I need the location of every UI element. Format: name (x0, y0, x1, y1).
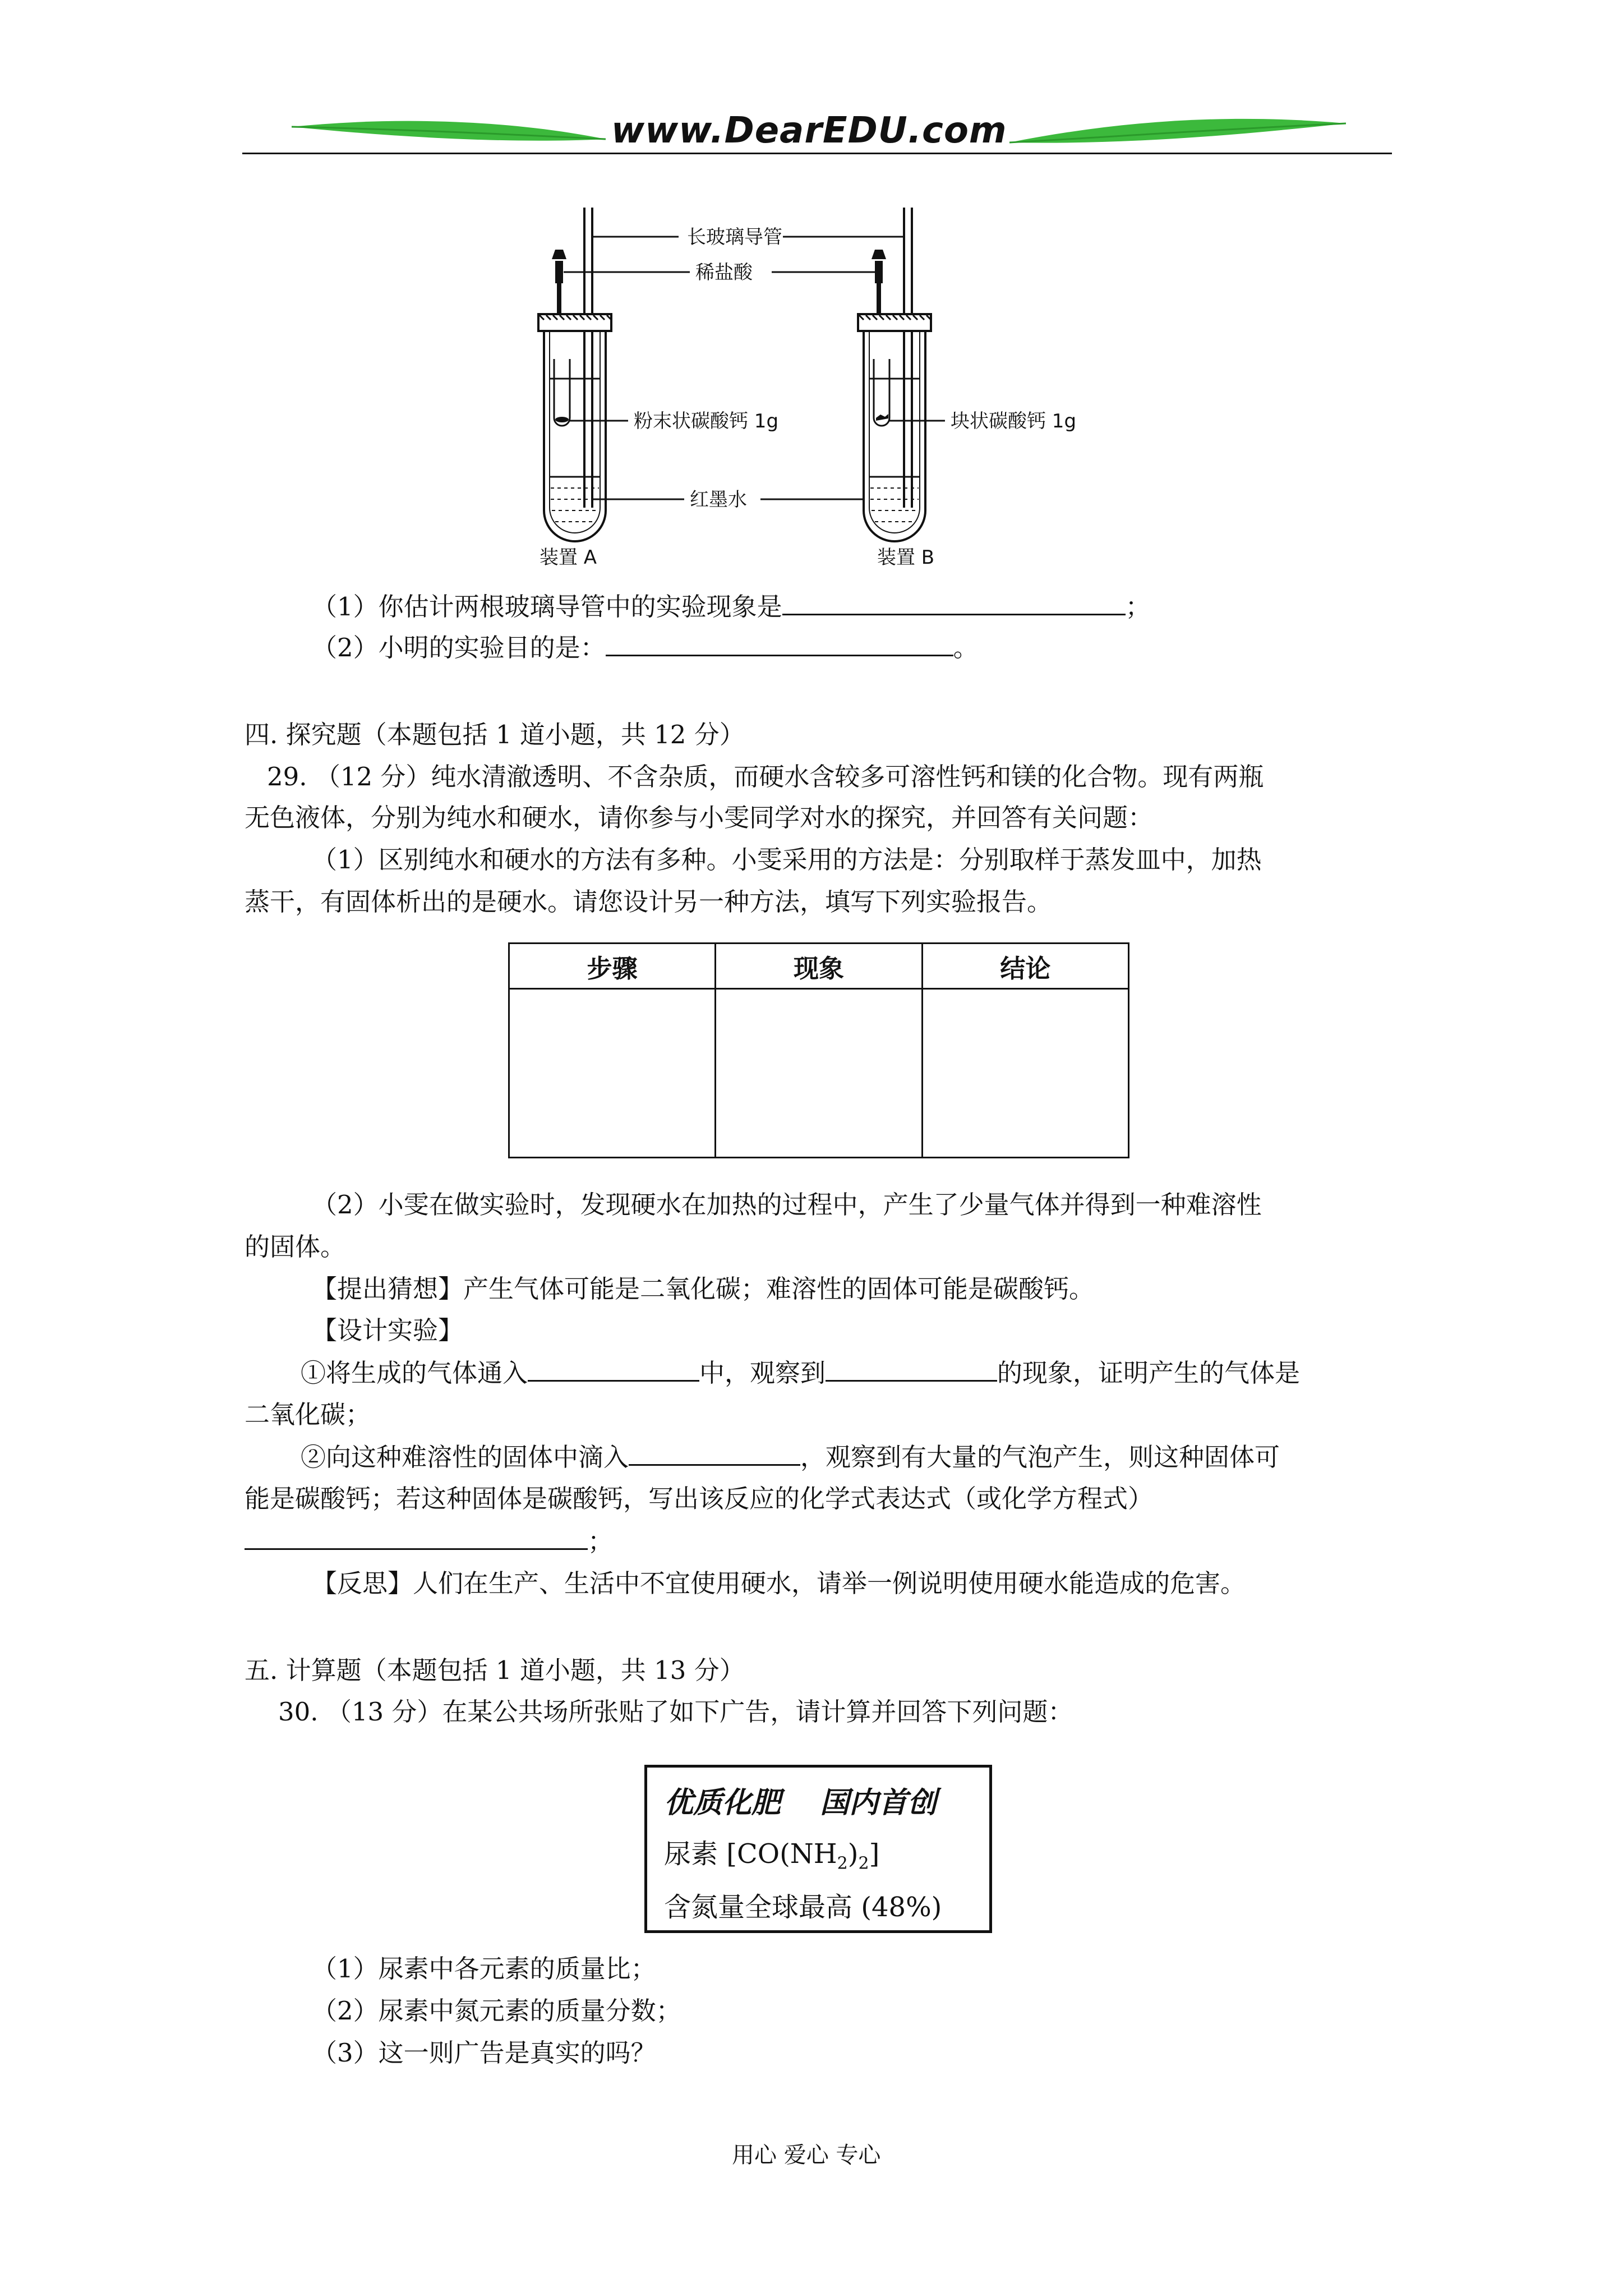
header-step: 步骤 (509, 944, 716, 989)
q29-p1-line1: （1）区别纯水和硬水的方法有多种。小雯采用的方法是：分别取样于蒸发皿中，加热 (312, 845, 1262, 875)
step1-blank1[interactable] (528, 1356, 699, 1382)
q29-line2: 无色液体，分别为纯水和硬水，请你参与小雯同学对水的探究，并回答有关问题： (245, 803, 1154, 832)
step2-line2: 能是碳酸钙；若这种固体是碳酸钙，写出该反应的化学式表达式（或化学方程式） (245, 1484, 1154, 1513)
cell-step[interactable] (509, 989, 716, 1158)
header-conclusion: 结论 (922, 944, 1128, 989)
q29-line1: 29. （12 分）纯水清澈透明、不含杂质，而硬水含较多可溶性钙和镁的化合物。现有两瓶 (267, 762, 1264, 792)
reflect: 【反思】人们在生产、生活中不宜使用硬水，请举一例说明使用硬水能造成的危害。 (312, 1568, 1246, 1598)
label-long-tube: 长玻璃导管 (687, 226, 782, 249)
step1-blank2[interactable] (826, 1356, 997, 1382)
q30-sub3: （3）这一则广告是真实的吗？ (312, 2038, 656, 2068)
step2-blank[interactable] (629, 1441, 800, 1466)
q29-p2-line2: 的固体。 (245, 1232, 346, 1262)
device-a (538, 208, 611, 541)
ad-claim: 含氮量全球最高 (48%) (664, 1892, 942, 1923)
equation-blank[interactable] (245, 1525, 588, 1550)
apparatus-diagram (505, 196, 1178, 578)
leader-lines (564, 237, 945, 499)
label-ink: 红墨水 (690, 489, 747, 511)
report-table-row (509, 989, 1129, 1158)
design: 【设计实验】 (312, 1315, 464, 1345)
q28-sub1-blank[interactable] (782, 590, 1126, 615)
guess: 【提出猜想】产生气体可能是二氧化碳；难溶性的固体可能是碳酸钙。 (312, 1274, 1095, 1304)
step2-line3: ； (245, 1525, 613, 1558)
device-b (858, 208, 931, 541)
q29-p1-line2: 蒸干，有固体析出的是硬水。请您设计另一种方法，填写下列实验报告。 (245, 887, 1053, 917)
ad-title: 优质化肥 国内首创 (664, 1786, 937, 1820)
step1-line2: 二氧化碳； (245, 1400, 371, 1429)
section4-heading: 四. 探究题（本题包括 1 道小题，共 12 分） (245, 720, 745, 749)
logo-text: www.DearEDU.com (611, 110, 1007, 151)
q30: 30. （13 分）在某公共场所张贴了如下广告，请计算并回答下列问题： (278, 1697, 1073, 1727)
footer-text: 用心 爱心 专心 (732, 2142, 881, 2168)
header-rule (242, 153, 1392, 154)
label-block: 块状碳酸钙 1g (951, 410, 1077, 432)
q29-p2-line1: （2）小雯在做实验时，发现硬水在加热的过程中，产生了少量气体并得到一种难溶性 (312, 1190, 1262, 1220)
step1-line1: ①将生成的气体通入 中，观察到 的现象，证明产生的气体是 (301, 1356, 1300, 1390)
label-powder: 粉末状碳酸钙 1g (634, 410, 779, 432)
cell-conclusion[interactable] (922, 989, 1128, 1158)
q28-sub2: （2）小明的实验目的是： 。 (312, 631, 979, 665)
cell-phenomenon[interactable] (716, 989, 922, 1158)
report-table (508, 942, 1129, 1158)
header-phenomenon: 现象 (716, 944, 922, 989)
report-table-header (509, 944, 1129, 989)
section5-heading: 五. 计算题（本题包括 1 道小题，共 13 分） (245, 1655, 745, 1685)
q30-sub2: （2）尿素中氮元素的质量分数； (312, 1996, 681, 2026)
label-device-a: 装置 A (540, 546, 597, 569)
advertisement-box (644, 1765, 992, 1933)
q30-sub1: （1）尿素中各元素的质量比； (312, 1954, 656, 1984)
label-acid: 稀盐酸 (695, 261, 753, 284)
label-device-b: 装置 B (877, 546, 935, 569)
q28-sub2-blank[interactable] (606, 631, 953, 656)
ad-formula: 尿素 $[CO(NH_2)_2]$ (664, 1838, 880, 1874)
step2-line1: ②向这种难溶性的固体中滴入 ，观察到有大量的气泡产生，则这种固体可 (301, 1441, 1280, 1474)
q28-sub1: （1）你估计两根玻璃导管中的实验现象是 ； (312, 590, 1151, 624)
